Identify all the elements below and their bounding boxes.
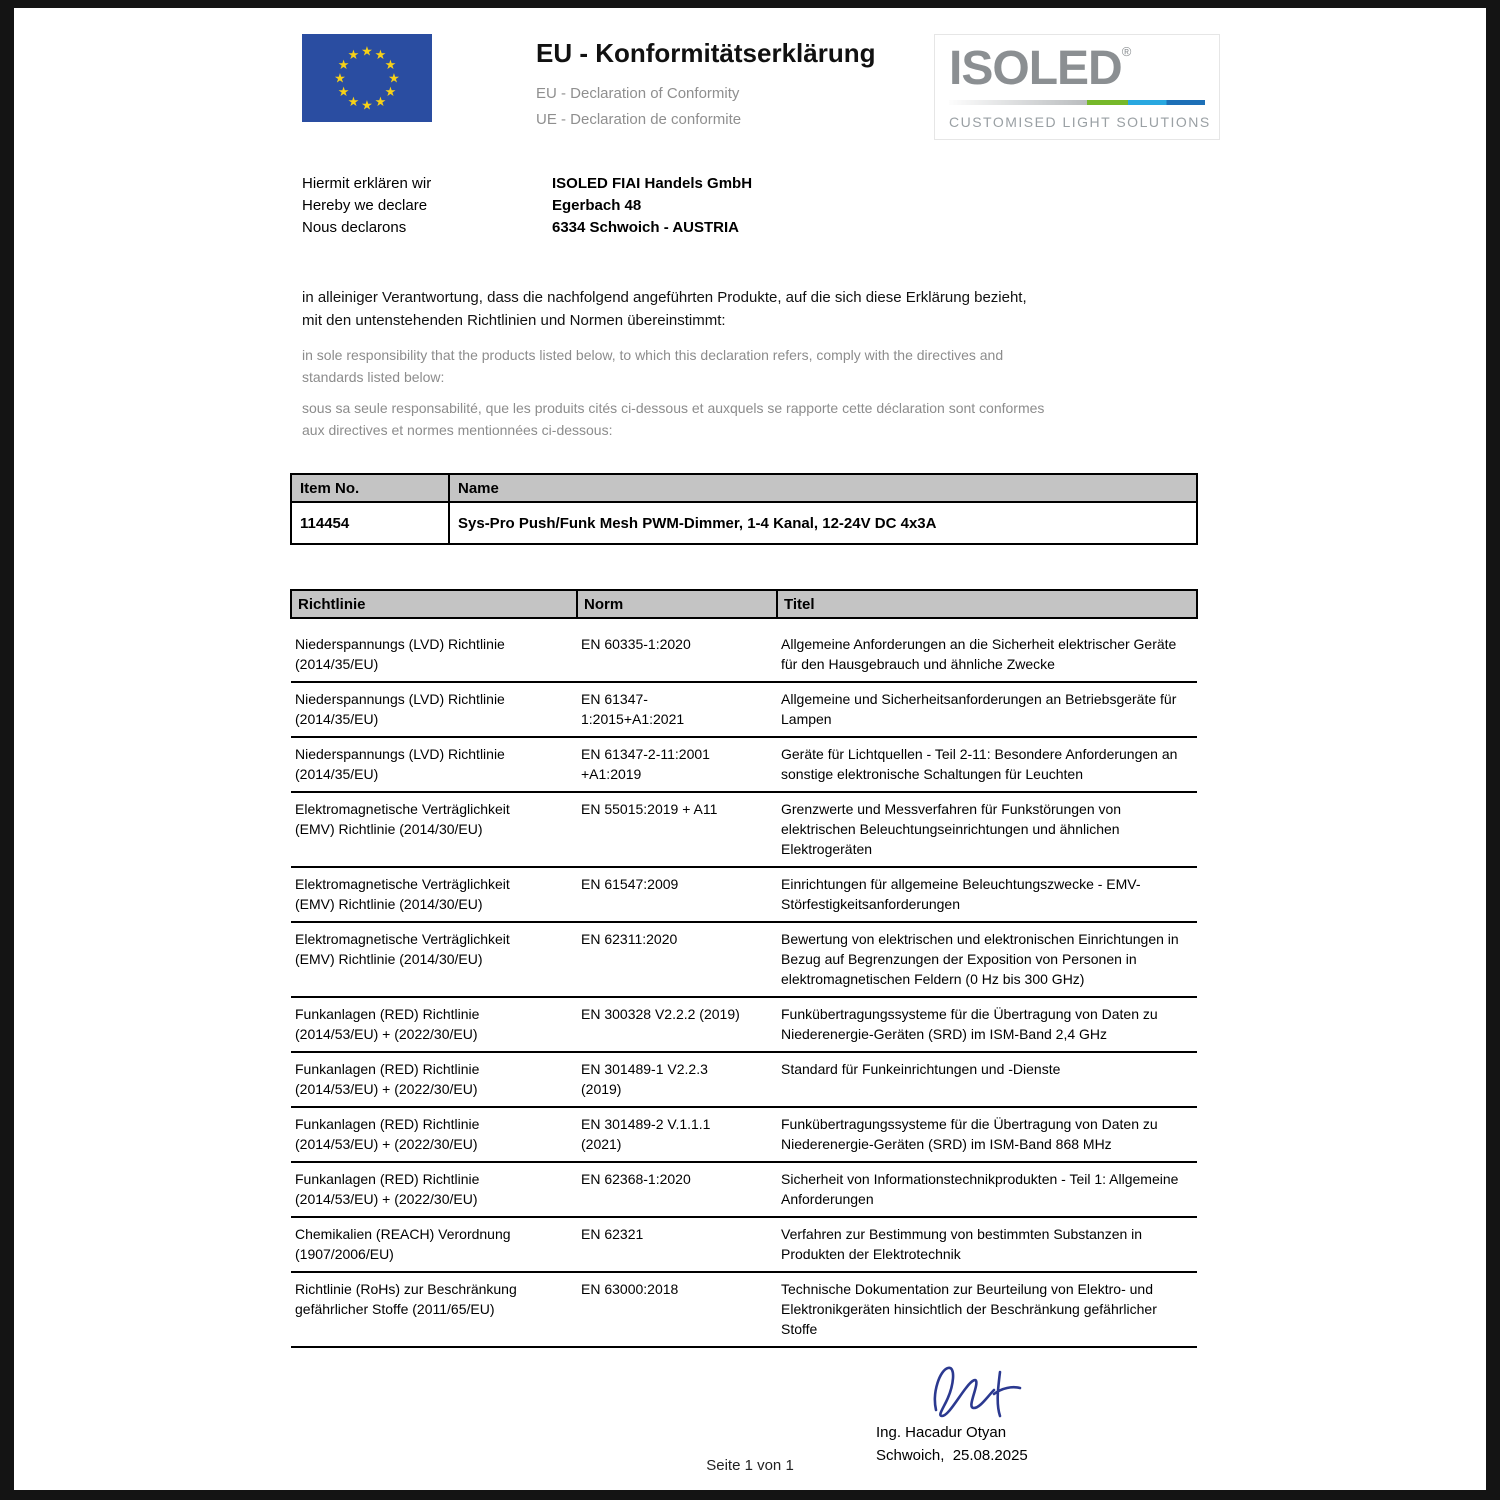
svg-text:★: ★ — [347, 48, 360, 64]
logo-tagline: CUSTOMISED LIGHT SOLUTIONS — [949, 114, 1211, 130]
cell-richtlinie: Elektromagnetische Verträglichkeit (EMV) Richtlinie (2014/30/EU) — [291, 792, 577, 867]
cell-norm: EN 55015:2019 + A11 — [577, 792, 777, 867]
page-title: EU - Konformitätserklärung — [536, 38, 876, 68]
directives-table — [290, 589, 1198, 1348]
logo-wordmark — [949, 42, 1205, 95]
norm-header: Norm — [577, 590, 777, 618]
svg-text:★: ★ — [388, 71, 400, 87]
cell-norm: EN 61347-2-11:2001 +A1:2019 — [577, 737, 777, 792]
titel-header: Titel — [777, 590, 1197, 618]
svg-text:★: ★ — [361, 44, 373, 60]
cell-titel: Grenzwerte und Messverfahren für Funkstörungen von elektrischen Beleuchtungseinrichtungen und ähnlichen Elektrogeräten — [777, 792, 1197, 867]
cell-richtlinie: Niederspannungs (LVD) Richtlinie (2014/35/EU) — [291, 737, 577, 792]
cell-norm: EN 62311:2020 — [577, 922, 777, 997]
svg-text:★: ★ — [384, 85, 397, 100]
cell-richtlinie: Elektromagnetische Verträglichkeit (EMV) Richtlinie (2014/30/EU) — [291, 867, 577, 922]
cell-richtlinie: Niederspannungs (LVD) Richtlinie (2014/35/EU) — [291, 682, 577, 737]
cell-norm: EN 301489-1 V2.2.3 (2019) — [577, 1052, 777, 1107]
signature-block — [876, 1360, 1220, 1464]
signatory-name: Ing. Hacadur Otyan — [876, 1424, 1007, 1441]
logo-color-bar — [949, 100, 1205, 105]
table-row — [291, 1162, 1197, 1217]
page-number: Seite 1 von 1 — [706, 1457, 794, 1474]
table-row — [291, 737, 1197, 792]
cell-richtlinie: Niederspannungs (LVD) Richtlinie (2014/35/EU) — [291, 618, 577, 682]
cell-titel: Technische Dokumentation zur Beurteilung von Elektro- und Elektronikgeräten hinsichtlich der Beschränkung gefährlicher Stoffe — [777, 1272, 1197, 1347]
document-header — [290, 34, 1220, 140]
cell-norm: EN 61547:2009 — [577, 867, 777, 922]
declaration-block — [302, 176, 1220, 242]
cell-titel: Einrichtungen für allgemeine Beleuchtungszwecke - EMV-Störfestigkeitsanforderungen — [777, 867, 1197, 922]
table-row — [291, 1107, 1197, 1162]
table-row — [291, 997, 1197, 1052]
isoled-logo — [934, 34, 1220, 140]
table-row — [291, 682, 1197, 737]
directives-header-row — [291, 590, 1197, 618]
svg-text:★: ★ — [384, 58, 397, 73]
registered-trademark-icon: ® — [1121, 44, 1131, 59]
declare-label-de: Hiermit erklären wir — [302, 175, 432, 192]
richtlinie-header: Richtlinie — [291, 590, 577, 618]
subtitle-english: EU - Declaration of Conformity — [536, 85, 740, 102]
declare-label-fr: Nous declarons — [302, 219, 407, 236]
title-block — [536, 34, 934, 137]
table-row — [291, 1217, 1197, 1272]
eu-flag-icon — [302, 34, 432, 122]
cell-titel: Bewertung von elektrischen und elektronischen Einrichtungen in Bezug auf Begrenzungen der Exposition von Personen in elektromagnetischen Feldern (0 Hz bis 300 GHz) — [777, 922, 1197, 997]
subtitle-french: UE - Declaration de conformite — [536, 111, 742, 128]
name-header: Name — [449, 474, 1197, 502]
cell-richtlinie: Richtlinie (RoHs) zur Beschränkung gefährlicher Stoffe (2011/65/EU) — [291, 1272, 577, 1347]
cell-richtlinie: Chemikalien (REACH) Verordnung (1907/2006/EU) — [291, 1217, 577, 1272]
cell-titel: Standard für Funkeinrichtungen und -Dienste — [777, 1052, 1197, 1107]
cell-richtlinie: Funkanlagen (RED) Richtlinie (2014/53/EU) + (2022/30/EU) — [291, 997, 577, 1052]
item-name: Sys-Pro Push/Funk Mesh PWM-Dimmer, 1-4 Kanal, 12-24V DC 4x3A — [449, 502, 1197, 544]
item-table — [290, 473, 1198, 545]
svg-text:★: ★ — [337, 85, 350, 100]
cell-titel: Allgemeine Anforderungen an die Sicherheit elektrischer Geräte für den Hausgebrauch und ähnliche Zwecke — [777, 618, 1197, 682]
table-row — [291, 922, 1197, 997]
svg-text:★: ★ — [337, 58, 350, 73]
cell-norm: EN 62368-1:2020 — [577, 1162, 777, 1217]
company-city: 6334 Schwoich - AUSTRIA — [552, 219, 739, 236]
cell-titel: Verfahren zur Bestimmung von bestimmten Substanzen in Produkten der Elektrotechnik — [777, 1217, 1197, 1272]
table-row — [291, 618, 1197, 682]
svg-text:★: ★ — [347, 94, 360, 110]
statement-french: sous sa seule responsabilité, que les produits cités ci-dessous et auxquels se rapporte cette déclaration sont conformes aux directives et normes mentionnées ci-dessous: — [302, 400, 1045, 438]
cell-richtlinie: Elektromagnetische Verträglichkeit (EMV) Richtlinie (2014/30/EU) — [291, 922, 577, 997]
statement-german: in alleiniger Verantwortung, dass die nachfolgend angeführten Produkte, auf die sich diese Erklärung bezieht, mit den untenstehenden Richtlinien und Normen übereinstimmt: — [302, 289, 1027, 329]
declaration-labels — [302, 176, 552, 242]
cell-richtlinie: Funkanlagen (RED) Richtlinie (2014/53/EU) + (2022/30/EU) — [291, 1107, 577, 1162]
conformity-statement — [302, 286, 1220, 441]
cell-richtlinie: Funkanlagen (RED) Richtlinie (2014/53/EU) + (2022/30/EU) — [291, 1052, 577, 1107]
statement-english: in sole responsibility that the products listed below, to which this declaration refers, comply with the directives and standards listed below: — [302, 347, 1004, 385]
item-number: 114454 — [291, 502, 449, 544]
signature-place-date: Schwoich, 25.08.2025 — [876, 1447, 1028, 1464]
svg-text:★: ★ — [374, 94, 387, 110]
cell-titel: Funkübertragungssysteme für die Übertragung von Daten zu Niederenergie-Geräten (SRD) im ISM-Band 2,4 GHz — [777, 997, 1197, 1052]
company-street: Egerbach 48 — [552, 197, 642, 214]
cell-titel: Sicherheit von Informationstechnikprodukten - Teil 1: Allgemeine Anforderungen — [777, 1162, 1197, 1217]
logo-name: ISOLED — [949, 42, 1122, 95]
svg-text:★: ★ — [374, 48, 387, 64]
signature-image — [918, 1360, 1068, 1424]
cell-norm: EN 63000:2018 — [577, 1272, 777, 1347]
table-row — [291, 792, 1197, 867]
cell-norm: EN 60335-1:2020 — [577, 618, 777, 682]
cell-titel: Geräte für Lichtquellen - Teil 2-11: Besondere Anforderungen an sonstige elektronische Schaltungen für Leuchten — [777, 737, 1197, 792]
cell-richtlinie: Funkanlagen (RED) Richtlinie (2014/53/EU) + (2022/30/EU) — [291, 1162, 577, 1217]
item-table-header-row — [291, 474, 1197, 502]
declare-label-en: Hereby we declare — [302, 197, 428, 214]
table-row — [291, 1272, 1197, 1347]
item-table-row — [291, 502, 1197, 544]
company-name: ISOLED FIAI Handels GmbH — [552, 175, 753, 192]
cell-titel: Allgemeine und Sicherheitsanforderungen an Betriebsgeräte für Lampen — [777, 682, 1197, 737]
svg-text:★: ★ — [334, 71, 346, 87]
table-row — [291, 867, 1197, 922]
item-no-header: Item No. — [291, 474, 449, 502]
cell-titel: Funkübertragungssysteme für die Übertragung von Daten zu Niederenergie-Geräten (SRD) im ISM-Band 868 MHz — [777, 1107, 1197, 1162]
company-address — [552, 176, 752, 242]
svg-text:★: ★ — [361, 98, 373, 114]
table-row — [291, 1052, 1197, 1107]
cell-norm: EN 61347-1:2015+A1:2021 — [577, 682, 777, 737]
cell-norm: EN 300328 V2.2.2 (2019) — [577, 997, 777, 1052]
cell-norm: EN 301489-2 V.1.1.1 (2021) — [577, 1107, 777, 1162]
cell-norm: EN 62321 — [577, 1217, 777, 1272]
